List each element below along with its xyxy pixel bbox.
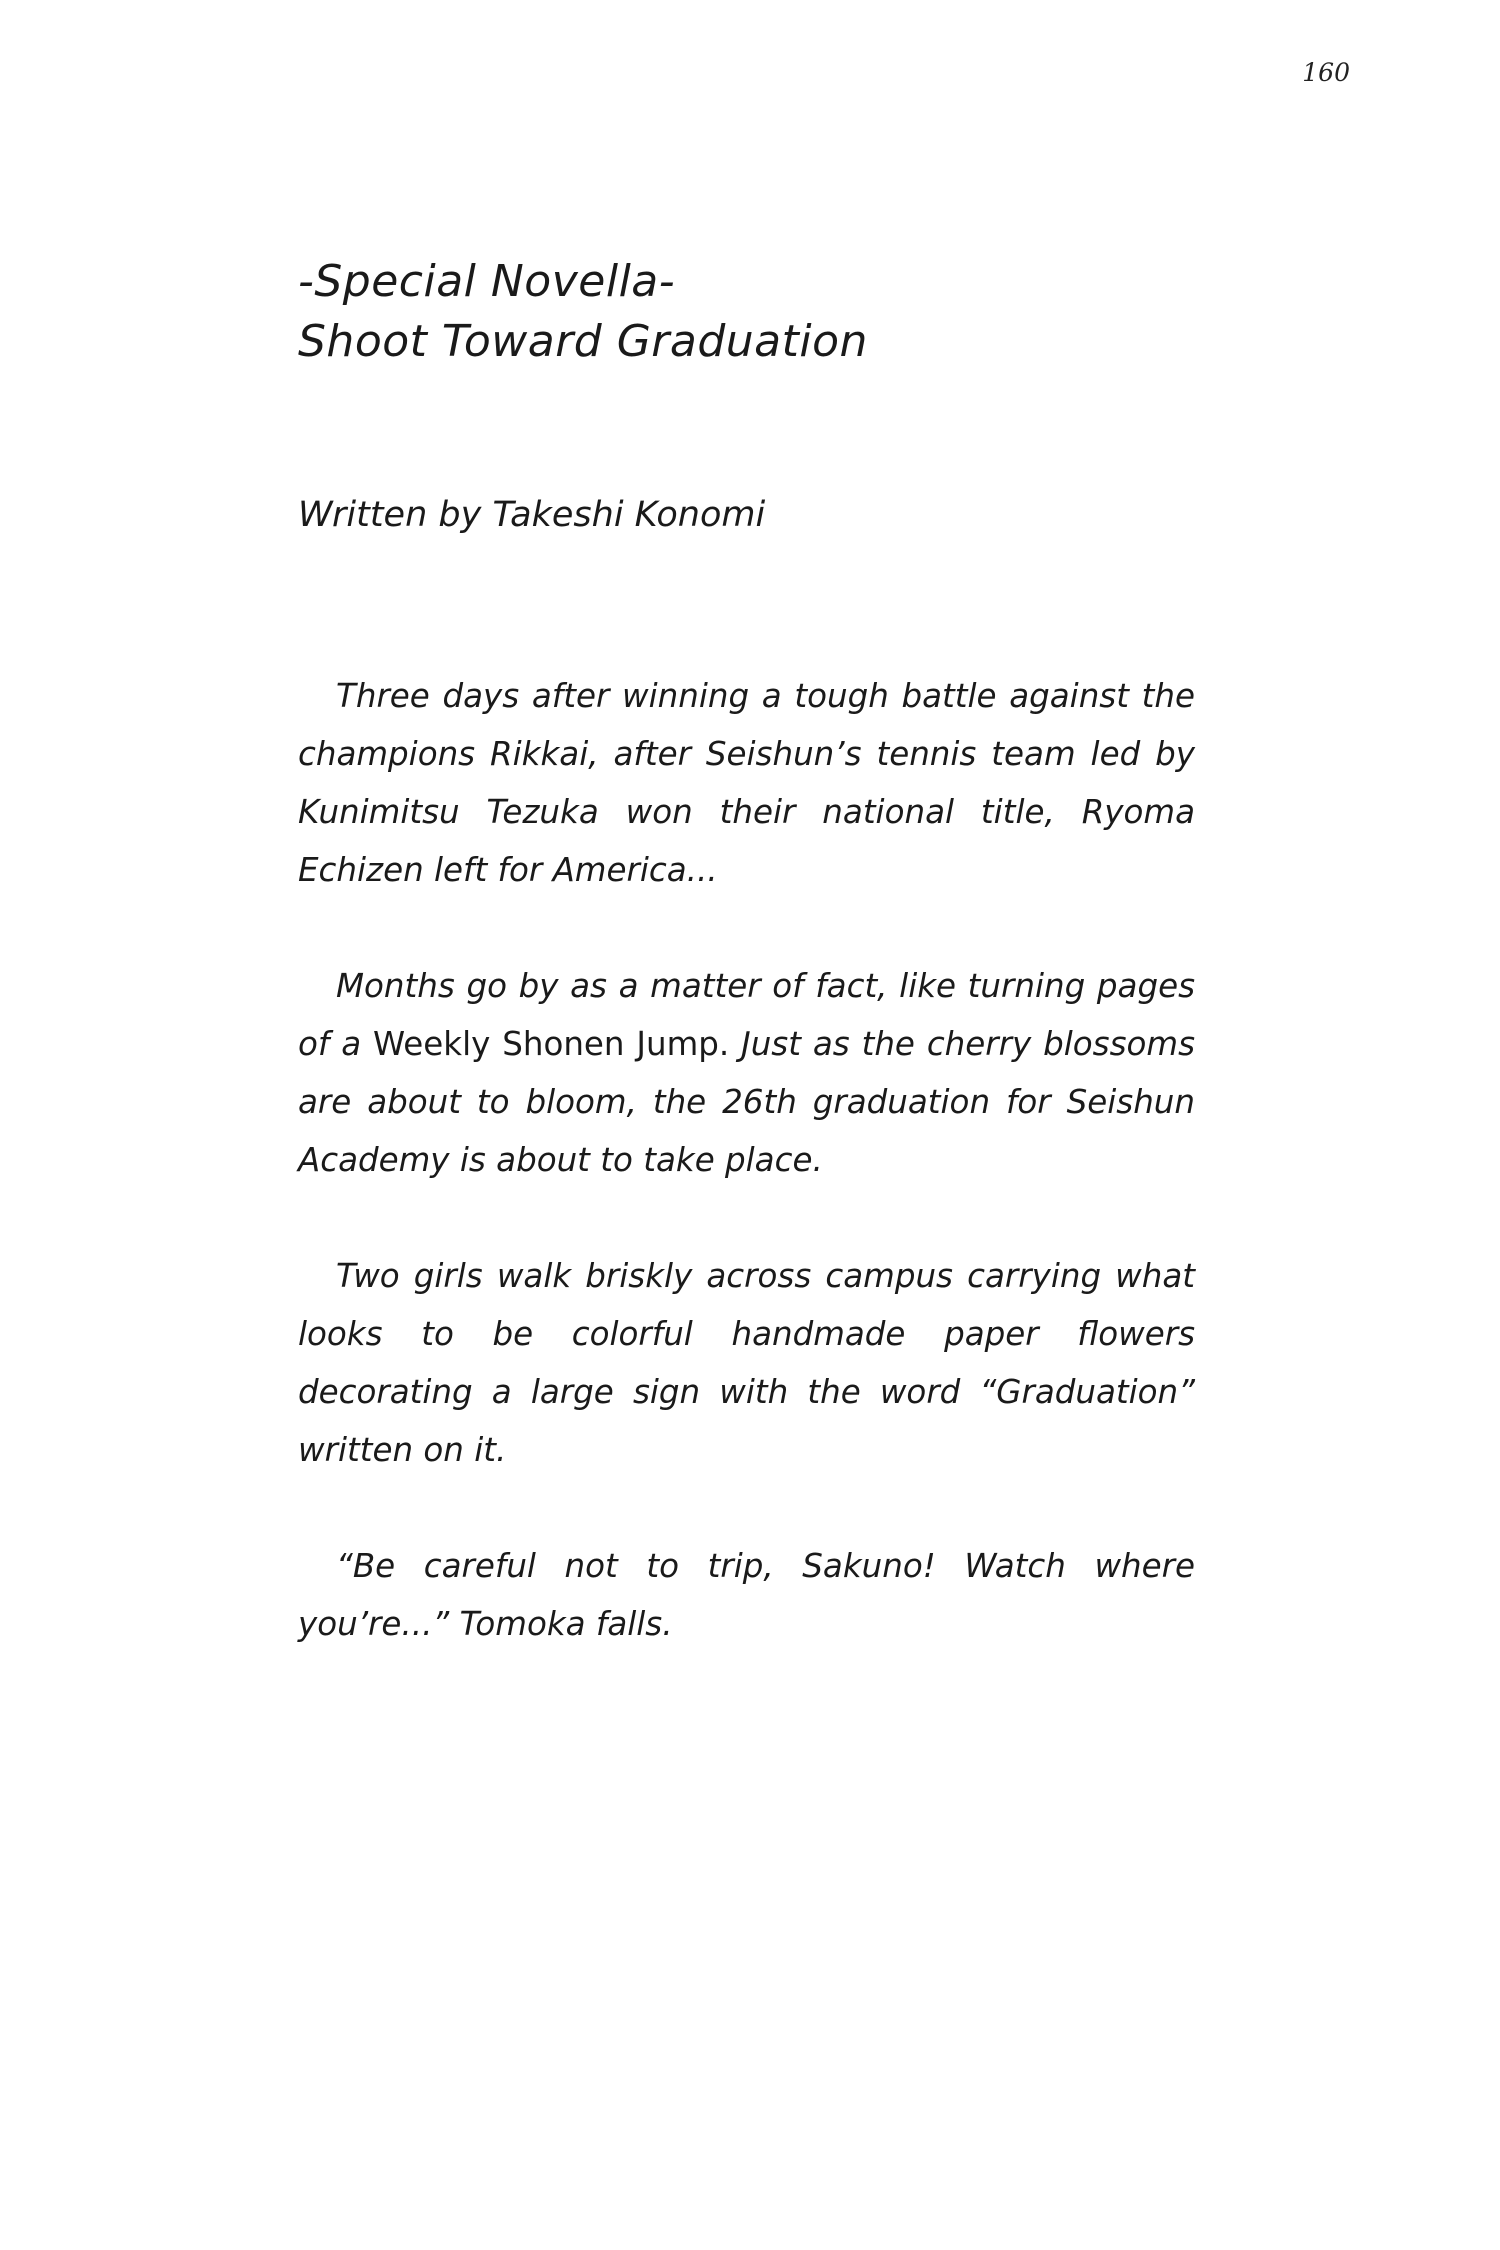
paragraph: “Be careful not to trip, Sakuno! Watch where you’re...” Tomoka falls.	[298, 1547, 1195, 1643]
paragraph-text: Months go by as a matter of fact, like turning pages of a	[298, 967, 1195, 1063]
title-subtitle: Shoot Toward Graduation	[298, 316, 868, 367]
paragraph: Three days after winning a tough battle against the champions Rikkai, after Seishun’s tennis team led by Kunimitsu Tezuka won their national title, Ryoma Echizen left for America...	[298, 677, 1195, 889]
paragraph-text: Just as the cherry blossoms are about to bloom, the 26th graduation for Seishun Academy is about to take place.	[298, 1025, 1196, 1179]
author-byline: Written by Takeshi Konomi	[298, 495, 766, 535]
paragraph	[298, 957, 1195, 1189]
page-number: 160	[1302, 58, 1350, 87]
story-body	[298, 667, 1195, 1711]
magazine-title: Weekly Shonen Jump.	[373, 1025, 730, 1063]
title-label: -Special Novella-	[298, 256, 676, 307]
paragraph: Two girls walk briskly across campus carrying what looks to be colorful handmade paper flowers decorating a large sign with the word “Graduation” written on it.	[298, 1257, 1195, 1469]
novella-title	[298, 252, 1198, 372]
